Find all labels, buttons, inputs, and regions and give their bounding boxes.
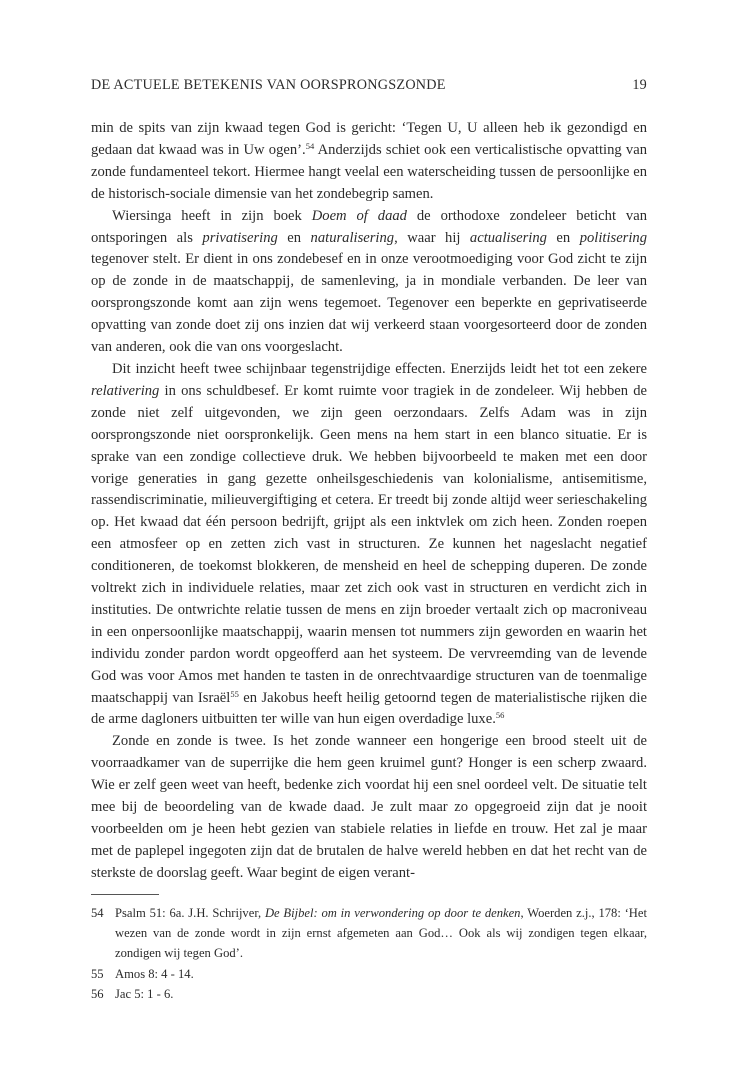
- footnote-text: Jac 5: 1 - 6.: [115, 986, 174, 1001]
- cited-title-italic: De Bijbel: om in verwondering op door te denken: [264, 906, 521, 920]
- term-italic: naturalisering: [310, 229, 395, 246]
- footnote-text-part: , Woerden z.j., 178: ‘Het wezen van de zonde wordt in zijn ernst afgemeten aan God… Ook als wij zondigen tegen elkaar, zondigen wij tegen God’.: [115, 906, 647, 961]
- term-italic: actualisering: [469, 229, 547, 246]
- paragraph-text: min de spits van zijn kwaad tegen God is gericht: ‘Tegen U, U alleen heb ik gezondigd en gedaan dat kwaad was in Uw ogen’.: [91, 120, 647, 158]
- book-title-italic: Doem of daad: [311, 207, 407, 224]
- footnote-number: 55: [91, 966, 104, 981]
- footnote-56: [91, 984, 647, 1004]
- page-number: 19: [632, 77, 647, 93]
- footnotes: [91, 903, 647, 1004]
- footnote-ref-56: 56: [495, 710, 505, 721]
- paragraph-text: Anderzijds schiet ook een verticalistische opvatting van zonde fundamenteel tekort. Hiermee hangt veelal een waterscheiding tussen de persoonlijke en de historisch-sociale dimensie van het zondebegrip samen.: [91, 141, 647, 202]
- footnote-text-part: Psalm 51: 6a. J.H. Schrijver,: [115, 906, 265, 920]
- paragraph-text: tegenover stelt. Er dient in ons zondebesef en in onze verootmoediging voor God zicht te zijn op de zonde in de maatschappij, de samenleving, ja in mondiale verbanden. De leer van oorsprongszonde komt aan zijn wens tegemoet. Tegenover een beperkte en geprivatiseerde opvatting van zonde doet zij ons inzien dat wij verkeerd staan voorgesorteerd door de zonden van anderen, ook die van ons voorgeslacht.: [91, 251, 647, 356]
- term-italic: relativering: [91, 382, 160, 399]
- footnote-divider: [91, 894, 159, 895]
- footnote-number: 54: [91, 906, 104, 920]
- footnote-text: Amos 8: 4 - 14.: [115, 966, 194, 981]
- running-title: DE ACTUELE BETEKENIS VAN OORSPRONGSZONDE: [91, 77, 446, 93]
- footnote-55: [91, 964, 647, 984]
- paragraph-text: en Jakobus heeft heilig getoornd tegen de materialistische rijken die de arme dagloners uitbuitten ter wille van hun eigen overdadige luxe.: [91, 689, 647, 728]
- paragraph-text: en: [277, 229, 311, 246]
- paragraph-text: Zonde en zonde is twee. Is het zonde wanneer een hongerige een brood steelt uit de voorraadkamer van de superrijke die hem geen kruimel gunt? Honger is een scherp zwaard. Wie er zelf geen weet van heeft, bedenke zich voordat hij een snel oordeel velt. De situatie telt mee bij de beoordeling van de kwade daad. Je zult maar zo opgegroeid zijn dat je nooit voorbeelden om je heen hebt gezien van stabiele relaties in liefde en trouw. Het zal je maar met de paplepel ingegoten zijn dat de brutalen de halve wereld hebben en dat het recht van de sterkste de doorslag geeft. Waar begint de eigen verant-: [91, 733, 647, 881]
- paragraph-text: en: [546, 229, 580, 246]
- footnote-ref-55: 55: [230, 688, 239, 699]
- term-italic: politisering: [579, 229, 647, 246]
- running-header: [91, 77, 647, 94]
- footnote-text: [115, 903, 647, 964]
- paragraph-text: Wiersinga heeft in zijn boek: [112, 207, 312, 224]
- paragraph-text: in ons schuldbesef. Er komt ruimte voor tragiek in de zondeleer. Wij hebben de zonde niet zelf uitgevonden, we zijn geen oerzondaars. Zelfs Adam was in zijn oorsprongszonde niet oorspronkelijk. Geen mens na hem start in een blanco situatie. Er is sprake van een zondige collectieve druk. We hebben bijvoorbeeld te maken met een door vorige generaties in gang gezette onheilsgeschiedenis van kolonialisme, antisemitisme, rassendiscriminatie, milieuvergiftiging et cetera. Er treedt bij zonde altijd weer serieschakeling op. Het kwaad dat één persoon bedrijft, grijpt als een inktvlek om zich heen. Zonden roepen een atmosfeer op en zetten zich vast in structuren. Ze kunnen het nageslacht negatief conditioneren, de toekomst blokkeren, de mensheid en heel de schepping duperen. De zonde voltrekt zich in individuele relaties, maar zet zich ook vast in structuren en verdicht zich in instituties. De ontwrichte relatie tussen de mens en zijn broeder vertaalt zich op macroniveau in een onpersoonlijke maatschappij, waarin mensen tot nummers zijn geworden en waarin het individu zonder pardon wordt opgeofferd aan het systeem. De vervreemding van de levende God was voor Amos met handen te tasten in de onrechtvaardige structuren van de toenmalige maatschappij van Israël: [91, 382, 647, 706]
- term-italic: privatisering: [202, 229, 278, 246]
- footnote-54: [91, 903, 647, 964]
- paragraph-3: [91, 359, 647, 731]
- footnote-number: 56: [91, 986, 104, 1001]
- paragraph-text: , waar hij: [394, 229, 470, 246]
- paragraph-4: [91, 731, 647, 884]
- body-text: [91, 118, 647, 885]
- paragraph-text: de orthodoxe zondeleer beticht van ontsporingen als: [91, 207, 647, 246]
- paragraph-1: [91, 118, 647, 206]
- footnote-ref-54: 54: [305, 140, 315, 151]
- paragraph-2: [91, 206, 647, 359]
- paragraph-text: Dit inzicht heeft twee schijnbaar tegenstrijdige effecten. Enerzijds leidt het tot een zekere: [112, 360, 647, 377]
